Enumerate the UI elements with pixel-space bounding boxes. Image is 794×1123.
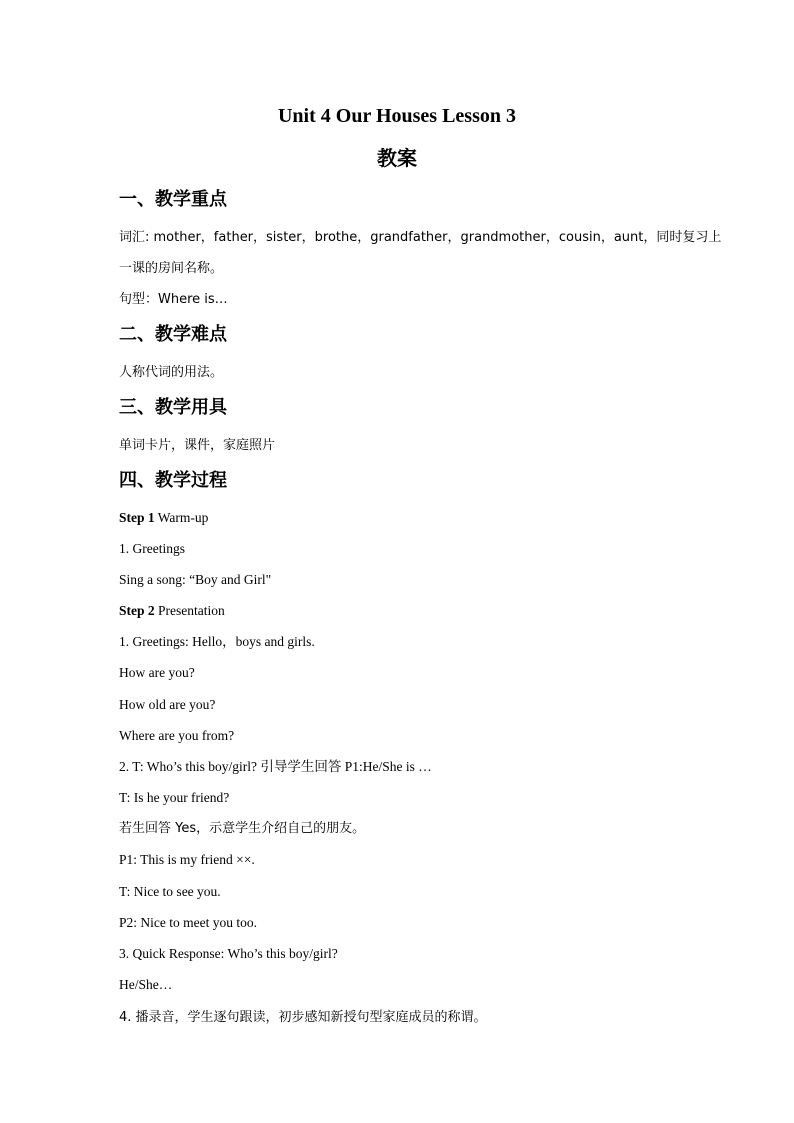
procedure-line: 1. Greetings — [119, 541, 185, 556]
vocab-line-2: 一课的房间名称。 — [119, 261, 224, 276]
procedure-line: Where are you from? — [119, 728, 235, 743]
materials-text: 单词卡片，课件，家庭照片 — [119, 438, 276, 453]
step-2-title: Presentation — [154, 603, 225, 618]
procedure-line: T: Is he your friend? — [119, 790, 230, 805]
procedure-line: T: Nice to see you. — [119, 884, 221, 899]
procedure-line: P1: This is my friend ××. — [119, 852, 255, 867]
section-heading-key-points: 一、教学重点 — [119, 189, 227, 210]
procedure-line: How old are you? — [119, 697, 216, 712]
vocab-line-1: 词汇: mother，father，sister，brothe，grandfather，grandmother，cousin，aunt，同时复习上 — [119, 230, 722, 245]
document-title: Unit 4 Our Houses Lesson 3 — [277, 105, 516, 127]
procedure-line: He/She… — [119, 977, 173, 992]
procedure-line: Sing a song: “Boy and Girl" — [119, 572, 272, 587]
procedure-line: 3. Quick Response: Who’s this boy/girl? — [119, 946, 338, 961]
section-heading-procedure: 四、教学过程 — [119, 470, 227, 491]
step-1-label: Step 1 — [119, 510, 155, 525]
document-subtitle: 教案 — [377, 146, 417, 170]
step-1-title: Warm-up — [154, 510, 209, 525]
step-2-line — [119, 602, 225, 620]
step-1-line — [119, 509, 208, 527]
step-2-label: Step 2 — [119, 603, 155, 618]
section-heading-materials: 三、教学用具 — [119, 397, 227, 418]
procedure-line: 4. 播录音，学生逐句跟读，初步感知新授句型家庭成员的称谓。 — [119, 1010, 487, 1025]
section-heading-difficulties: 二、教学难点 — [119, 324, 227, 345]
procedure-line: 2. T: Who’s this boy/girl? 引导学生回答 P1:He/She is … — [119, 759, 432, 774]
procedure-line: 1. Greetings: Hello，boys and girls. — [119, 634, 315, 649]
sentence-pattern: 句型：Where is… — [119, 292, 228, 307]
difficulty-text: 人称代词的用法。 — [119, 365, 224, 380]
procedure-line: P2: Nice to meet you too. — [119, 915, 257, 930]
procedure-line: How are you? — [119, 665, 195, 680]
procedure-line: 若生回答 Yes，示意学生介绍自己的朋友。 — [119, 821, 366, 836]
